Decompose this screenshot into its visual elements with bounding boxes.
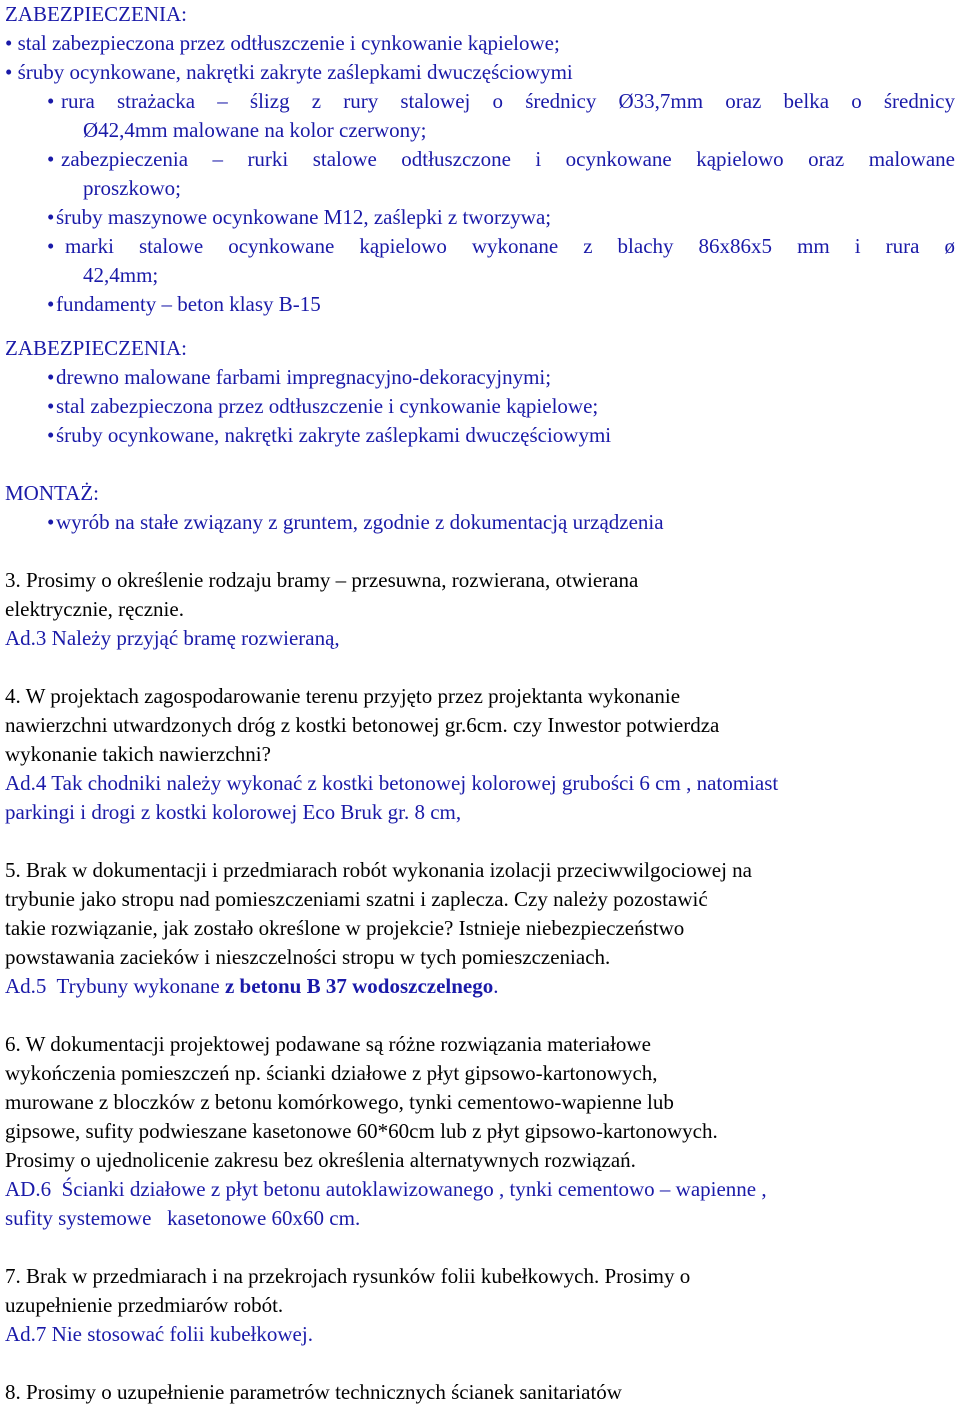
bullet-icon: •: [47, 147, 55, 171]
question-line: uzupełnienie przedmiarów robót.: [5, 1293, 284, 1317]
list-item: [5, 363, 955, 392]
question-line: trybunie jako stropu nad pomieszczeniami szatni i zaplecza. Czy należy pozostawić: [5, 887, 708, 911]
bullet-icon: •: [47, 89, 55, 113]
list-item: [5, 508, 955, 537]
answer-line: [5, 972, 955, 1001]
question-line: wykonanie takich nawierzchni?: [5, 742, 271, 766]
list-item: [5, 392, 955, 421]
question-block-5: [5, 856, 955, 1001]
question-line: 5. Brak w dokumentacji i przedmiarach robót wykonania izolacji przeciwwilgociowej na: [5, 858, 752, 882]
list-item-text: stal zabezpieczona przez odtłuszczenie i cynkowanie kąpielowe;: [17, 31, 560, 55]
list-item-text: stal zabezpieczona przez odtłuszczenie i cynkowanie kąpielowe;: [56, 394, 599, 418]
question-block-8: [5, 1378, 955, 1407]
question-line: nawierzchni utwardzonych dróg z kostki betonowej gr.6cm. czy Inwestor potwierdza: [5, 713, 720, 737]
question-block-7: [5, 1262, 955, 1349]
bullet-icon: •: [47, 423, 55, 447]
list-item-text: rura strażacka – ślizg z rury stalowej o średnicy Ø33,7mm oraz belka o średnicy: [61, 89, 955, 113]
question-line: wykończenia pomieszczeń np. ścianki działowe z płyt gipsowo-kartonowych,: [5, 1061, 658, 1085]
list-item: [5, 421, 955, 450]
bullet-icon: •: [47, 394, 55, 418]
question-line: Prosimy o ujednolicenie zakresu bez określenia alternatywnych rozwiązań.: [5, 1148, 636, 1172]
bullet-icon: •: [47, 292, 55, 316]
document-page: [5, 0, 955, 1407]
list-item-text: marki stalowe ocynkowane kąpielowo wykonane z blachy 86x86x5 mm i rura ø: [65, 234, 955, 258]
list-item-text: śruby ocynkowane, nakrętki zakryte zaślepkami dwuczęściowymi: [17, 60, 573, 84]
list-item: [5, 145, 955, 203]
list-item: [5, 232, 955, 290]
question-line: 6. W dokumentacji projektowej podawane są różne rozwiązania materiałowe: [5, 1032, 651, 1056]
list-item-text: wyrób na stałe związany z gruntem, zgodnie z dokumentacją urządzenia: [56, 510, 664, 534]
section-heading: ZABEZPIECZENIA:: [5, 336, 187, 360]
list-item: [5, 203, 955, 232]
list-item-text: zabezpieczenia – rurki stalowe odtłuszczone i ocynkowane kąpielowo oraz malowane: [61, 147, 955, 171]
question-line: elektrycznie, ręcznie.: [5, 597, 184, 621]
bullet-icon: •: [47, 205, 55, 229]
answer-line: sufity systemowe kasetonowe 60x60 cm.: [5, 1206, 361, 1230]
list-item-text: śruby ocynkowane, nakrętki zakryte zaślepkami dwuczęściowymi: [56, 423, 612, 447]
question-line: 4. W projektach zagospodarowanie terenu przyjęto przez projektanta wykonanie: [5, 684, 681, 708]
bullet-list: [5, 29, 955, 319]
bullet-list: [5, 508, 955, 537]
section-montaz: [5, 479, 955, 537]
list-item-text: 42,4mm;: [83, 263, 159, 287]
answer-line: Ad.3 Należy przyjąć bramę rozwieraną,: [5, 626, 340, 650]
question-block-3: [5, 566, 955, 653]
bullet-icon: •: [5, 60, 13, 84]
list-item-text: Ø42,4mm malowane na kolor czerwony;: [83, 118, 427, 142]
bullet-icon: •: [47, 365, 55, 389]
list-item: [5, 87, 955, 145]
question-line: 7. Brak w przedmiarach i na przekrojach rysunków folii kubełkowych. Prosimy o: [5, 1264, 691, 1288]
list-item: [5, 29, 955, 58]
list-item: [5, 58, 955, 87]
question-line: 3. Prosimy o określenie rodzaju bramy – przesuwna, rozwierana, otwierana: [5, 568, 639, 592]
question-line: gipsowe, sufity podwieszane kasetonowe 60*60cm lub z płyt gipsowo-kartonowych.: [5, 1119, 718, 1143]
question-block-6: [5, 1030, 955, 1233]
list-item: [5, 290, 955, 319]
answer-bold: z betonu B 37 wodoszczelnego: [224, 974, 494, 998]
bullet-icon: •: [5, 31, 13, 55]
answer-suffix: .: [493, 974, 499, 998]
list-item-text: fundamenty – beton klasy B-15: [56, 292, 321, 316]
question-block-4: [5, 682, 955, 827]
section-zabezpieczenia-2: [5, 334, 955, 450]
bullet-icon: •: [47, 234, 55, 258]
list-item-text: drewno malowane farbami impregnacyjno-dekoracyjnymi;: [56, 365, 552, 389]
list-item-text: proszkowo;: [83, 176, 181, 200]
answer-line: AD.6 Ścianki działowe z płyt betonu autoklawizowanego , tynki cementowo – wapienne ,: [5, 1177, 767, 1201]
question-line: 8. Prosimy o uzupełnienie parametrów technicznych ścianek sanitariatów: [5, 1380, 622, 1404]
answer-prefix: Ad.5 Trybuny wykonane: [5, 974, 225, 998]
bullet-icon: •: [47, 510, 55, 534]
answer-line: Ad.7 Nie stosować folii kubełkowej.: [5, 1322, 313, 1346]
answer-line: Ad.4 Tak chodniki należy wykonać z kostki betonowej kolorowej grubości 6 cm , natomiast: [5, 771, 779, 795]
section-zabezpieczenia-1: [5, 0, 955, 319]
question-line: murowane z bloczków z betonu komórkowego, tynki cementowo-wapienne lub: [5, 1090, 674, 1114]
section-heading: ZABEZPIECZENIA:: [5, 2, 187, 26]
answer-line: parkingi i drogi z kostki kolorowej Eco Bruk gr. 8 cm,: [5, 800, 462, 824]
question-line: powstawania zacieków i nieszczelności stropu w tych pomieszczeniach.: [5, 945, 611, 969]
question-line: takie rozwiązanie, jak zostało określone w projekcie? Istnieje niebezpieczeństwo: [5, 916, 685, 940]
section-heading: MONTAŻ:: [5, 481, 99, 505]
list-item-text: śruby maszynowe ocynkowane M12, zaślepki z tworzywa;: [56, 205, 552, 229]
bullet-list: [5, 363, 955, 450]
